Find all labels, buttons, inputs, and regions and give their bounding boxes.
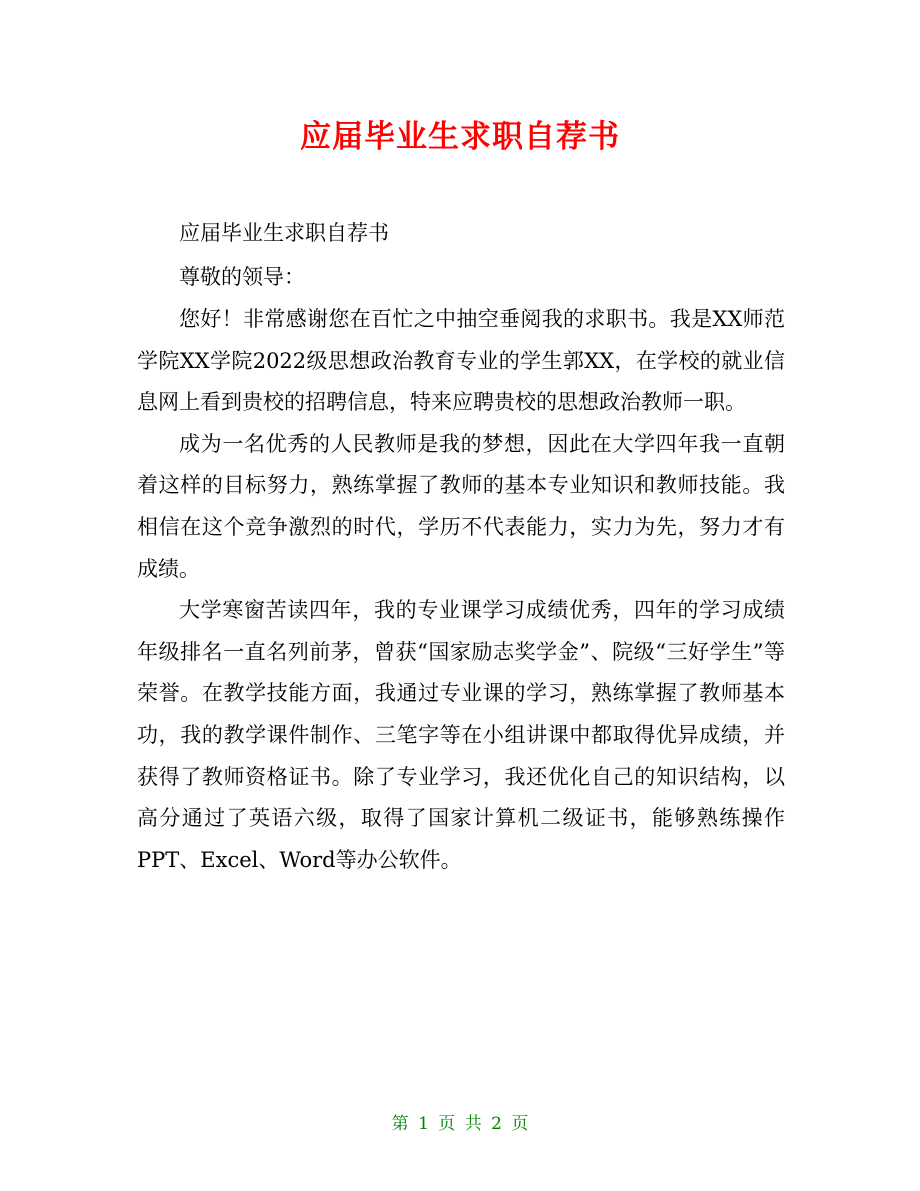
page-number-footer: 第 1 页 共 2 页 — [391, 1114, 529, 1134]
subtitle-paragraph: 应届毕业生求职自荐书 — [179, 221, 389, 245]
document-body — [137, 211, 785, 881]
body-paragraph: 大学寒窗苦读四年，我的专业课学习成绩优秀，四年的学习成绩年级排名一直名列前茅，曾获“国家励志奖学金”、院级“三好学生”等荣誉。在教学技能方面，我通过专业课的学习，熟练掌握了教师基本功，我的教学课件制作、三笔字等在小组讲课中都取得优异成绩，并获得了教师资格证书。除了专业学习，我还优化自己的知识结构，以高分通过了英语六级，取得了国家计算机二级证书，能够熟练操作PPT、Excel、Word等办公软件。 — [137, 598, 785, 872]
document-title: 应届毕业生求职自荐书 — [300, 119, 620, 155]
body-paragraph: 您好！非常感谢您在百忙之中抽空垂阅我的求职书。我是XX师范学院XX学院2022级思想政治教育专业的学生郭XX，在学校的就业信息网上看到贵校的招聘信息，特来应聘贵校的思想政治教师一职。 — [137, 307, 785, 415]
salutation-paragraph: 尊敬的领导： — [179, 265, 305, 289]
body-paragraph: 成为一名优秀的人民教师是我的梦想，因此在大学四年我一直朝着这样的目标努力，熟练掌握了教师的基本专业知识和教师技能。我相信在这个竞争激烈的时代，学历不代表能力，实力为先，努力才有成绩。 — [137, 431, 785, 581]
